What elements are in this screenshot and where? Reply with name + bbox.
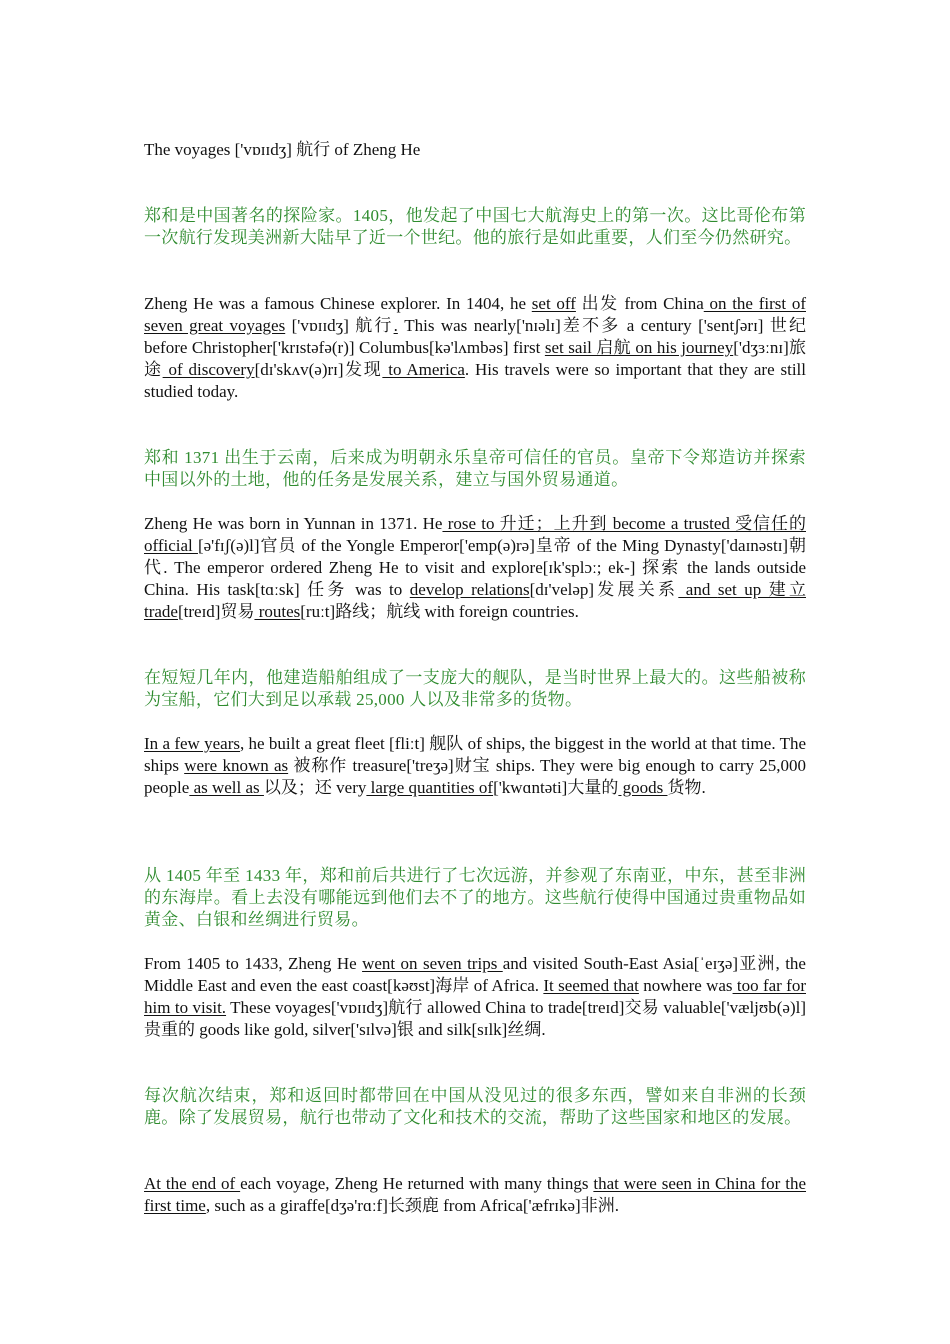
underlined-phrase: and — [678, 580, 718, 599]
underlined-phrase: too far for him to visit. — [144, 976, 806, 1017]
underlined-phrase: routes — [254, 602, 301, 621]
underlined-phrase: set sail 启航 on his journey — [544, 338, 734, 357]
underlined-phrase: to America — [382, 360, 465, 379]
underlined-phrase: went on seven trips — [362, 954, 503, 973]
text-run: Zheng He was a famous Chinese explorer. In 1404, he — [144, 294, 532, 313]
chinese-paragraph-4: 从 1405 年至 1433 年，郑和前后共进行了七次远游，并参观了东南亚，中东，甚至非洲的东海岸。看上去没有哪能远到他们去不了的地方。这些航行使得中国通过贵重物品如黄金、白银和丝绸进行贸易。 — [144, 866, 806, 929]
underlined-phrase: large quantities of — [366, 778, 494, 797]
underlined-phrase: . — [393, 316, 398, 335]
underlined-phrase: that were seen in China for the first time — [144, 1174, 807, 1215]
underlined-phrase: develop relations — [409, 580, 530, 599]
text-run: each voyage, Zheng He returned with many things — [240, 1174, 594, 1193]
chinese-paragraph-5: 每次航次结束，郑和返回时都带回在中国从没见过的很多东西，譬如来自非洲的长颈鹿。除了发展贸易，航行也带动了文化和技术的交流，帮助了这些国家和地区的发展。 — [144, 1086, 806, 1127]
text-run: From 1405 to 1433, Zheng He — [144, 954, 363, 973]
underlined-phrase: of discovery — [162, 360, 255, 379]
text-run: ['dʒɜːnɪ]旅途 — [144, 338, 806, 379]
english-paragraph-1 — [144, 293, 806, 403]
english-paragraph-5 — [144, 1173, 806, 1217]
text-run: . His travels were so important that they are still studied today. — [144, 360, 807, 401]
underlined-phrase: In a few years — [144, 734, 240, 753]
english-paragraph-4 — [144, 953, 806, 1041]
text-run: Zheng He was born in Yunnan in 1371. He — [144, 514, 443, 533]
underlined-phrase: set off — [531, 294, 576, 313]
text-run: 以及；还 very — [263, 778, 367, 797]
text-run: 被称作 treasure['treʒə]财宝 ships. They were big enough to carry 25,000 people — [144, 756, 806, 797]
chinese-paragraph-2: 郑和 1371 出生于云南，后来成为明朝永乐皇帝可信任的官员。皇帝下令郑造访并探索中国以外的土地，他的任务是发展关系，建立与国外贸易通道。 — [144, 448, 806, 489]
underlined-phrase: as well as — [189, 778, 264, 797]
underlined-phrase: At the end of — [144, 1174, 241, 1193]
text-run: ['kwɑntəti]大量的 — [493, 778, 619, 797]
text-run: 货物. — [667, 778, 706, 797]
text-run: , he built a great fleet [fliːt] 舰队 of ships, the biggest in the world at that time. The ships — [144, 734, 806, 775]
underlined-phrase: goods — [618, 778, 668, 797]
text-run: 出发 from China — [575, 294, 704, 313]
text-run: ['vɒɪɪdʒ] 航行 — [285, 316, 394, 335]
text-run: [dɪ'veləp]发展关系 — [529, 580, 679, 599]
text-run: These voyages['vɒɪɪdʒ]航行 allowed China to trade[treɪd]交易 valuable['væljʊb(ə)l]贵重的 goods like gold, silver['sɪlvə]银 and silk[sɪlk]丝绸. — [144, 998, 806, 1039]
text-run: [ə'fɪʃ(ə)l]官员 of the Yongle Emperor['emp(ə)rə]皇帝 of the Ming Dynasty['daɪnəstɪ]朝代. The emperor ordered Zheng He to visit and explore[ɪk'splɔː; ek-] 探索 the lands outside China. His task[tɑːsk] 任务 was to — [144, 536, 807, 599]
chinese-paragraph-3: 在短短几年内，他建造船舶组成了一支庞大的舰队，是当时世界上最大的。这些船被称为宝船，它们大到足以承载 25,000 人以及非常多的货物。 — [144, 668, 806, 709]
english-paragraph-3 — [144, 733, 806, 799]
text-run: nowhere was — [638, 976, 733, 995]
text-run: , such as a giraffe[dʒə'rɑːf]长颈鹿 from Africa['æfrɪkə]非洲. — [205, 1196, 619, 1215]
english-paragraph-2 — [144, 513, 806, 623]
text-run: [dɪ'skʌv(ə)rɪ]发现 — [254, 360, 383, 379]
underlined-phrase: on the first of seven great voyages — [144, 294, 806, 335]
text-run: [treɪd]贸易 — [177, 602, 255, 621]
chinese-paragraph-1: 郑和是中国著名的探险家。1405，他发起了中国七大航海史上的第一次。这比哥伦布第一次航行发现美洲新大陆早了近一个世纪。他的旅行是如此重要，人们至今仍然研究。 — [144, 206, 806, 247]
underlined-phrase: rose to 升迁；上升到 become a trusted 受信任的 official — [144, 514, 806, 555]
underlined-phrase: set up 建立 trade — [144, 580, 806, 621]
underlined-phrase: It seemed that — [543, 976, 639, 995]
underlined-phrase: were known as — [184, 756, 289, 775]
text-run: This was nearly['nɪəlɪ]差不多 a century ['sentʃərɪ] 世纪 before Christopher['krɪstəfə(r)] Columbus[kə'lʌmbəs] first — [144, 316, 806, 357]
text-run: [ruːt]路线；航线 with foreign countries. — [300, 602, 579, 621]
document-title: The voyages ['vɒɪɪdʒ] 航行 of Zheng He — [144, 140, 421, 159]
text-run: and visited South-East Asia[ˈeɪʒə]亚洲, the Middle East and even the east coast[kəʊst]海岸 of Africa. — [144, 954, 806, 995]
